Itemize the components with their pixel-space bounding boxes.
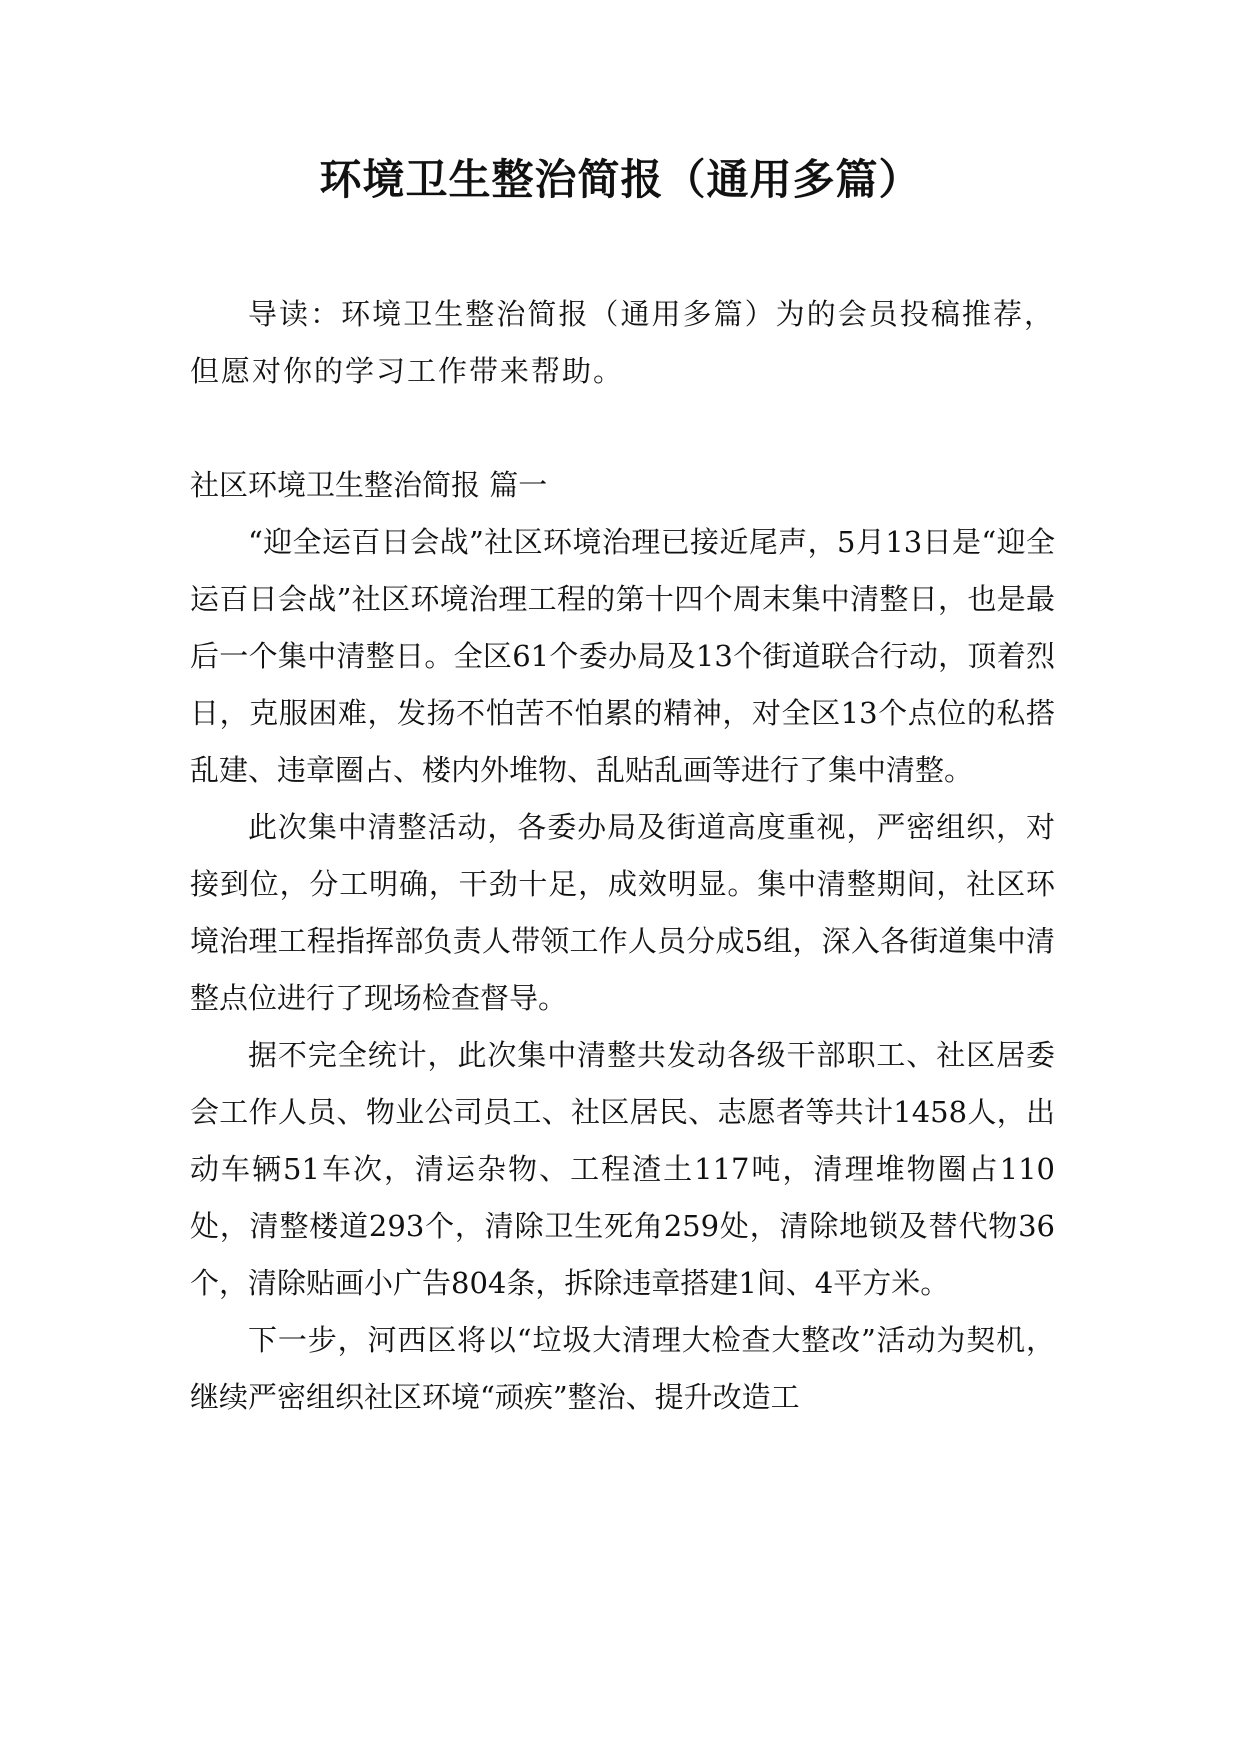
body-paragraph-2: 此次集中清整活动，各委办局及街道高度重视，严密组织，对接到位，分工明确，干劲十足，成效明显。集中清整期间，社区环境治理工程指挥部负责人带领工作人员分成5组，深入各街道集中清整点位进行了现场检查督导。 [190, 810, 1055, 1015]
paragraph-spacer [190, 400, 1055, 457]
section-heading: 社区环境卫生整治简报 篇一 [190, 468, 548, 502]
body-paragraph-1: “迎全运百日会战”社区环境治理已接近尾声，5月13日是“迎全运百日会战”社区环境治理工程的第十四个周末集中清整日，也是最后一个集中清整日。全区61个委办局及13个街道联合行动，顶着烈日，克服困难，发扬不怕苦不怕累的精神，对全区13个点位的私搭乱建、违章圈占、楼内外堆物、乱贴乱画等进行了集中清整。 [190, 525, 1055, 787]
body-paragraph-4: 下一步，河西区将以“垃圾大清理大检查大整改”活动为契机，继续严密组织社区环境“顽疾”整治、提升改造工 [190, 1323, 1055, 1414]
body-paragraph-3: 据不完全统计，此次集中清整共发动各级干部职工、社区居委会工作人员、物业公司员工、社区居民、志愿者等共计1458人，出动车辆51车次，清运杂物、工程渣土117吨，清理堆物圈占110处，清整楼道293个，清除卫生死角259处，清除地锁及替代物36个，清除贴画小广告804条，拆除违章搭建1间、4平方米。 [190, 1038, 1055, 1300]
document-body [190, 286, 1055, 1426]
document-title: 环境卫生整治简报（通用多篇） [319, 155, 922, 204]
intro-paragraph: 导读：环境卫生整治简报（通用多篇）为的会员投稿推荐，但愿对你的学习工作带来帮助。 [190, 297, 1055, 388]
